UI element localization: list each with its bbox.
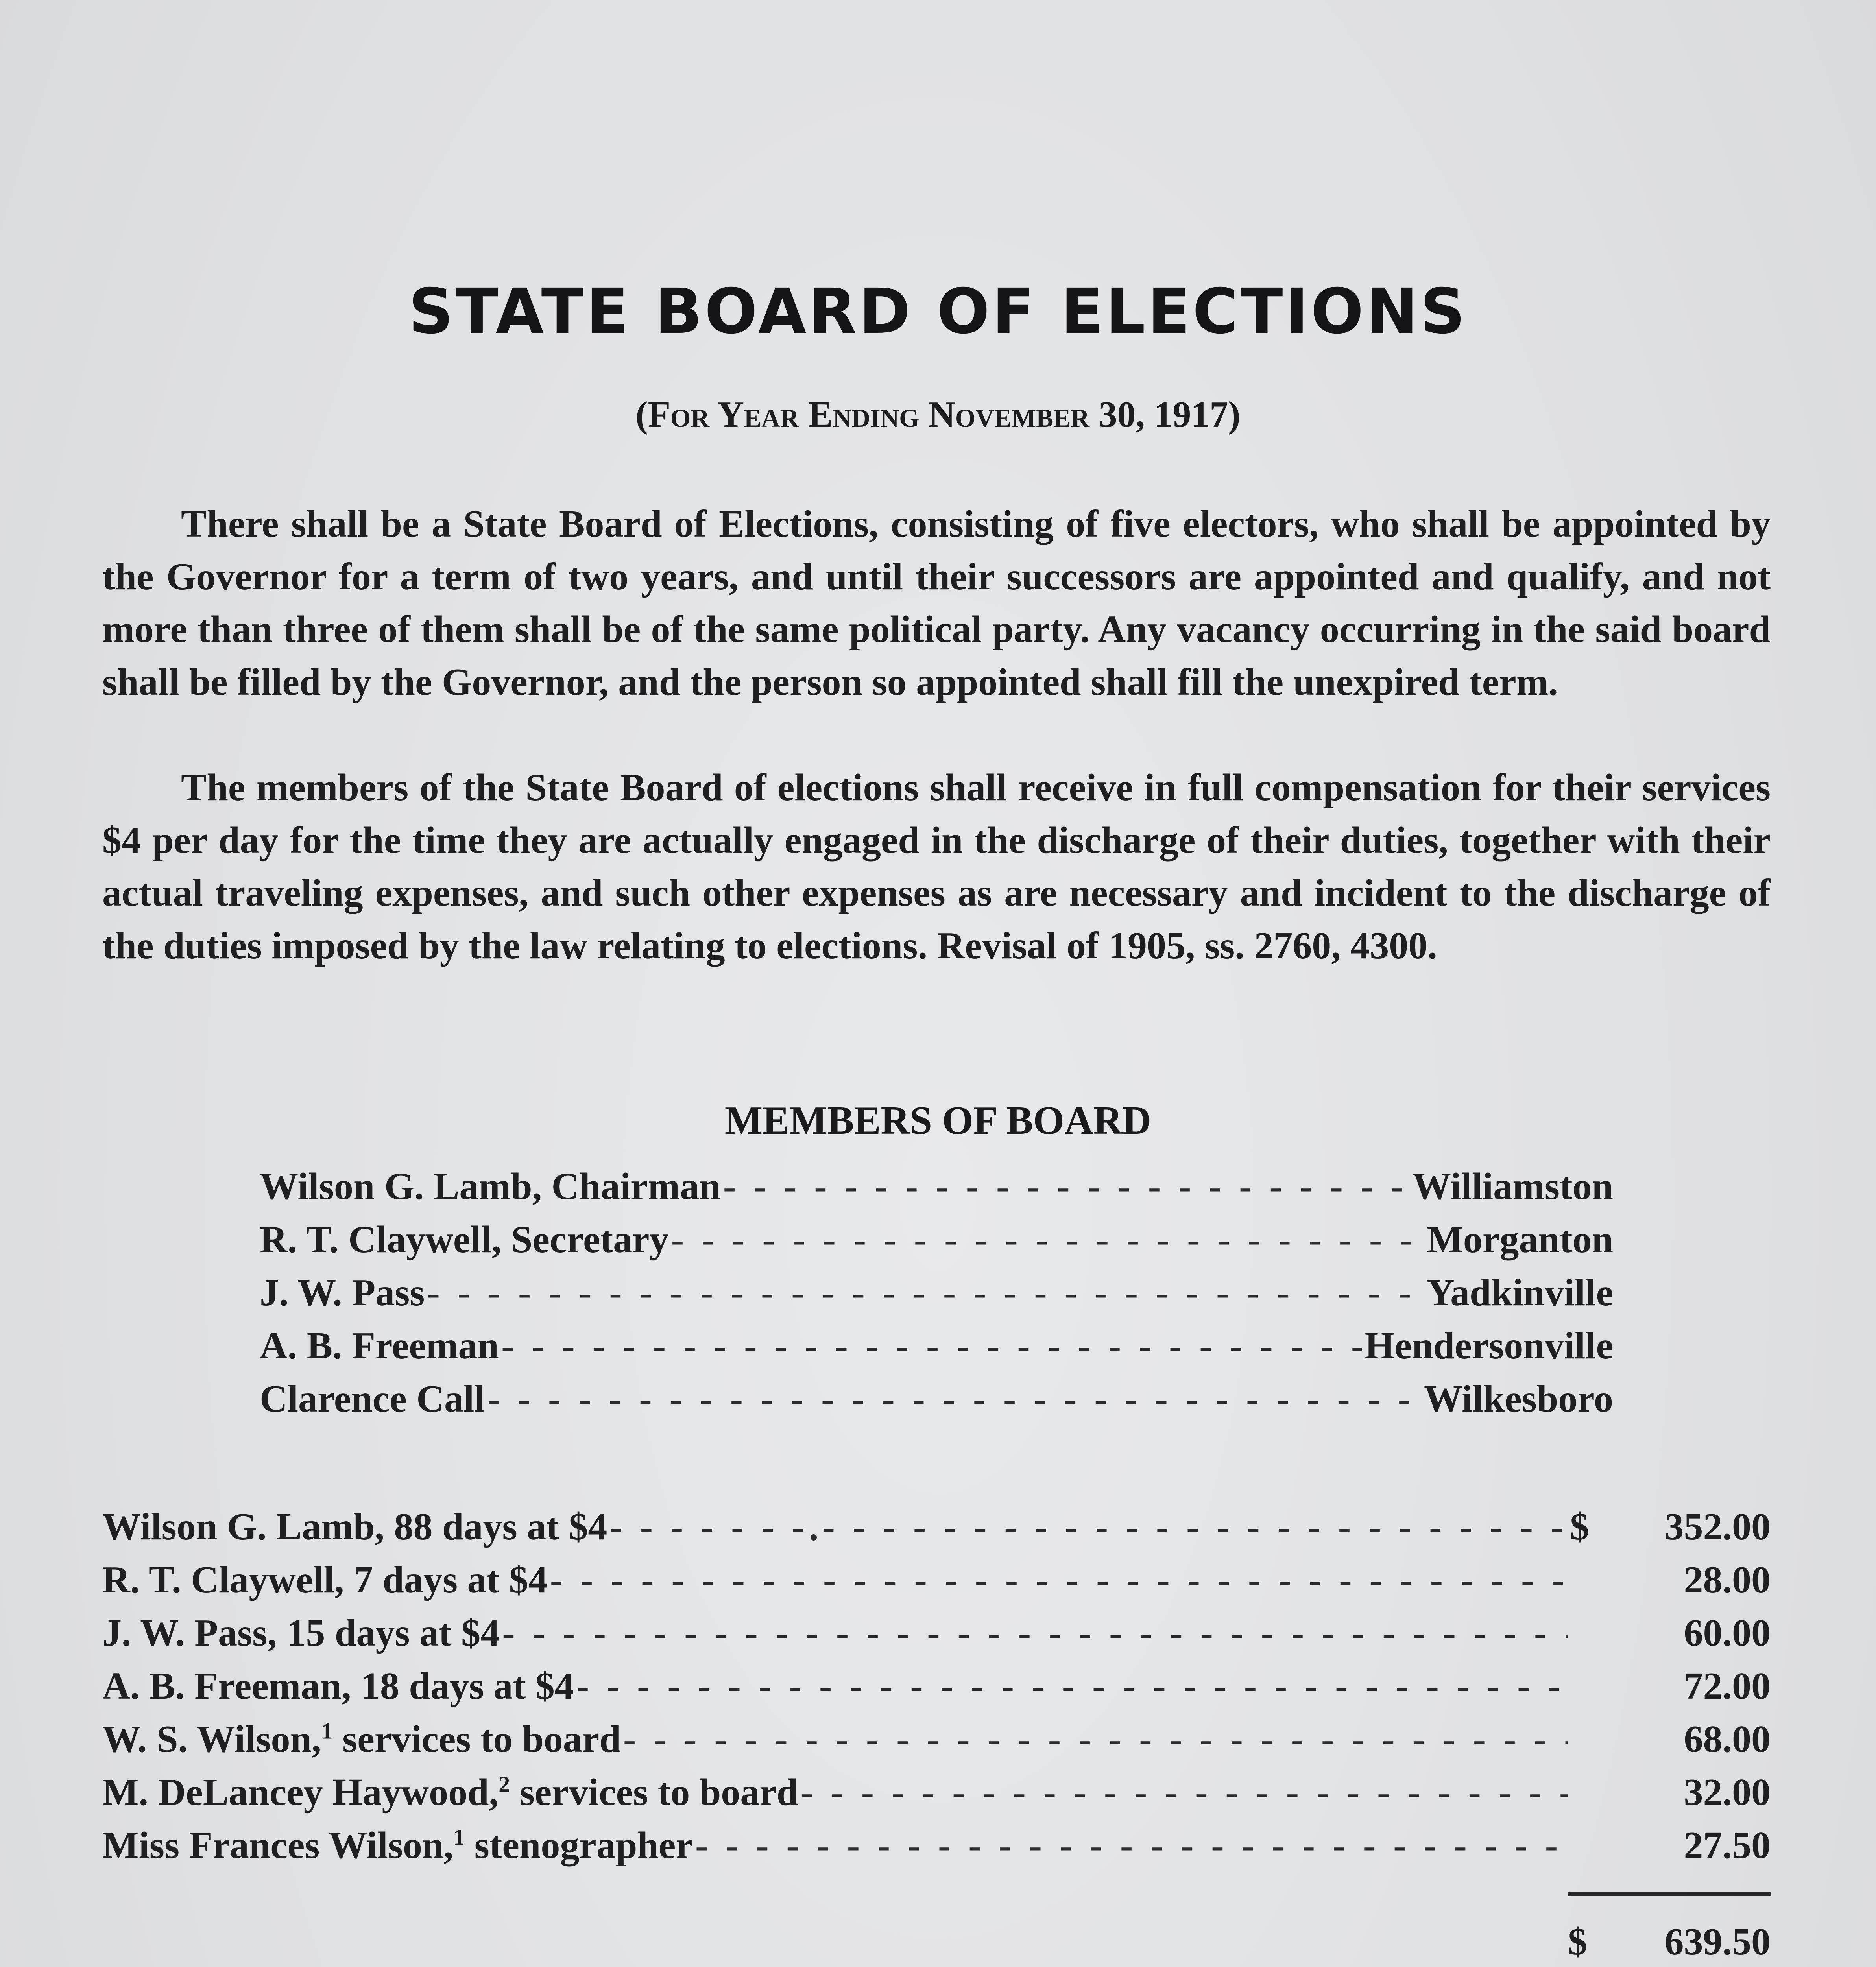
dot-leader	[487, 1377, 1421, 1421]
expense-description: services to board	[332, 1718, 621, 1760]
dot-leader	[671, 1218, 1425, 1262]
expense-name: M. DeLancey Haywood,	[102, 1771, 499, 1814]
dot-leader	[550, 1558, 1568, 1602]
total-row	[1568, 1920, 1771, 1964]
member-name: J. W. Pass	[260, 1271, 425, 1314]
expense-row	[102, 1717, 1771, 1770]
expense-label: J. W. Pass, 15 days at $4	[102, 1612, 500, 1654]
expense-label-cell	[102, 1558, 1570, 1602]
expense-label-cell	[102, 1823, 1570, 1867]
footnote-ref: 1	[453, 1824, 465, 1850]
paragraph-board-composition: There shall be a State Board of Elections, consisting of five electors, who shall be appointed by the Governor for a term of two years, and until their successors are appointed and qualify, and not more than three of them shall be of the same political party. Any vacancy occurring in the said board shall be filled by the Governor, and the person so appointed shall fill the unexpired term.	[102, 503, 1771, 703]
member-town: Morganton	[1427, 1218, 1613, 1261]
total-rule	[1568, 1892, 1771, 1896]
expense-label-cell	[102, 1770, 1570, 1814]
expense-label-cell	[102, 1717, 1570, 1761]
expense-list	[102, 1505, 1771, 1877]
member-row	[260, 1218, 1613, 1271]
expense-label: A. B. Freeman, 18 days at $4	[102, 1665, 574, 1707]
expense-amount: 60.00	[1684, 1612, 1771, 1654]
expense-row	[102, 1505, 1771, 1558]
expense-label-cell	[102, 1664, 1570, 1708]
expense-name: W. S. Wilson,	[102, 1718, 321, 1760]
member-name: Clarence Call	[260, 1378, 485, 1420]
total-amount: 639.50	[1664, 1921, 1771, 1963]
dot-leader	[623, 1717, 1568, 1761]
expense-row	[102, 1611, 1771, 1664]
member-row	[260, 1271, 1613, 1324]
dot-leader	[723, 1164, 1410, 1209]
dot-leader	[427, 1271, 1424, 1315]
expense-amount: 72.00	[1684, 1665, 1771, 1707]
footnote-ref: 1	[321, 1718, 333, 1744]
expense-amount: 32.00	[1684, 1771, 1771, 1814]
member-name: Wilson G. Lamb, Chairman	[260, 1165, 721, 1208]
page-title: STATE BOARD OF ELECTIONS	[408, 275, 1468, 348]
expense-row	[102, 1823, 1771, 1877]
dot-leader	[609, 1505, 1568, 1549]
ink-speck	[811, 1534, 817, 1541]
expense-description: stenographer	[465, 1824, 693, 1867]
expense-description: services to board	[510, 1771, 798, 1814]
dollar-sign: $	[1570, 1506, 1589, 1548]
expense-label	[102, 1717, 621, 1761]
members-list	[260, 1164, 1613, 1430]
paragraph-board-compensation: The members of the State Board of elections shall receive in full compensation for their services $4 per day for the time they are actually engaged in the discharge of their duties, together with their actual traveling expenses, and such other expenses as are necessary and incident to the discharge of the duties imposed by the law relating to elections. Revisal of 1905, ss. 2760, 4300.	[102, 766, 1771, 967]
member-row	[260, 1164, 1613, 1218]
member-name: A. B. Freeman	[260, 1325, 499, 1367]
expense-label-cell	[102, 1611, 1570, 1655]
expense-name: Miss Frances Wilson,	[102, 1824, 454, 1867]
expense-label	[102, 1823, 693, 1867]
member-row	[260, 1377, 1613, 1430]
dot-leader	[501, 1324, 1363, 1368]
expense-label	[102, 1770, 798, 1814]
total-dollar-sign: $	[1568, 1921, 1587, 1963]
expense-row	[102, 1664, 1771, 1717]
member-town: Williamston	[1412, 1165, 1613, 1208]
member-town: Wilkesboro	[1424, 1378, 1613, 1420]
expense-amount: 28.00	[1684, 1559, 1771, 1601]
page-subtitle: (For Year Ending November 30, 1917)	[635, 394, 1241, 435]
expense-label: R. T. Claywell, 7 days at $4	[102, 1559, 548, 1601]
expense-amount: 68.00	[1684, 1718, 1771, 1760]
expense-row	[102, 1770, 1771, 1823]
expense-amount: 352.00	[1664, 1506, 1771, 1548]
members-heading: MEMBERS OF BOARD	[724, 1098, 1152, 1143]
expense-amount: 27.50	[1684, 1824, 1771, 1867]
member-town: Hendersonville	[1365, 1325, 1613, 1367]
dot-leader	[576, 1664, 1568, 1708]
expense-label: Wilson G. Lamb, 88 days at $4	[102, 1506, 607, 1548]
member-name: R. T. Claywell, Secretary	[260, 1218, 669, 1261]
dot-leader	[695, 1823, 1568, 1867]
expense-label-cell	[102, 1505, 1570, 1549]
member-row	[260, 1324, 1613, 1377]
dot-leader	[800, 1770, 1568, 1814]
dot-leader	[502, 1611, 1568, 1655]
member-town: Yadkinville	[1427, 1271, 1613, 1314]
expense-row	[102, 1558, 1771, 1611]
footnote-ref: 2	[499, 1771, 510, 1797]
